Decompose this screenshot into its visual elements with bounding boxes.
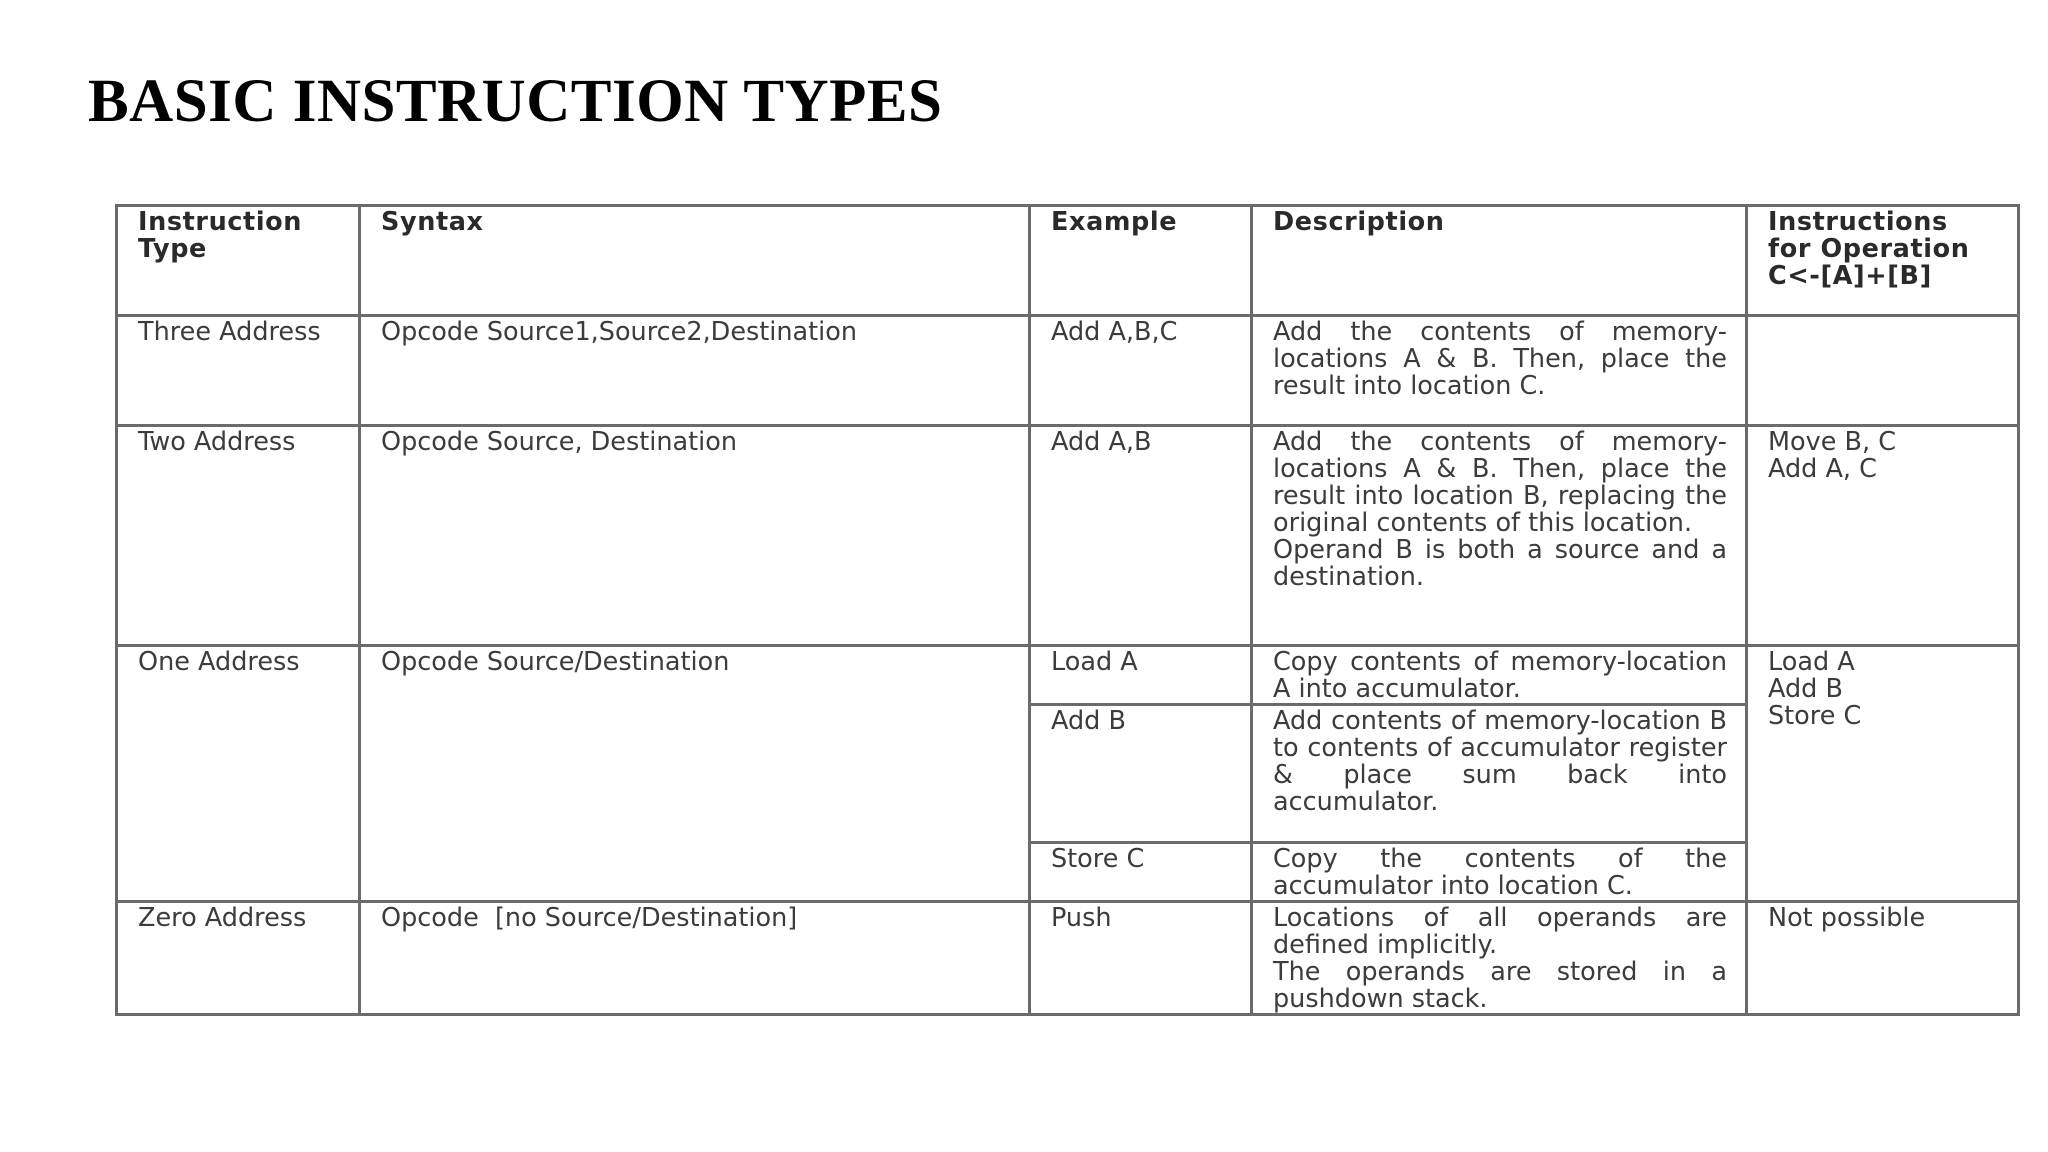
- operation-line: Move B, C: [1768, 427, 1896, 457]
- cell-type: Zero Address: [117, 902, 360, 1015]
- cell-description: [1252, 902, 1747, 1015]
- cell-description: Add contents of memory-location B to contents of accumulator register & place sum back into accumulator.: [1252, 705, 1747, 843]
- header-description: Description: [1252, 206, 1747, 316]
- operation-line: Store C: [1768, 701, 1862, 731]
- cell-type: One Address: [117, 646, 360, 902]
- operation-line: Load A: [1768, 647, 1855, 677]
- cell-syntax: Opcode [no Source/Destination]: [360, 902, 1030, 1015]
- cell-syntax: Opcode Source/Destination: [360, 646, 1030, 902]
- cell-description: Add the contents of memory-locations A & B. Then, place the result into location C.: [1252, 316, 1747, 426]
- cell-example: Add A,B: [1030, 426, 1252, 646]
- operation-line: Add B: [1768, 674, 1843, 704]
- header-row: [117, 206, 2019, 316]
- cell-example: Load A: [1030, 646, 1252, 705]
- cell-description: Copy contents of memory-location A into accumulator.: [1252, 646, 1747, 705]
- cell-type: Two Address: [117, 426, 360, 646]
- cell-example: Add B: [1030, 705, 1252, 843]
- cell-description: [1252, 426, 1747, 646]
- table-row-three-address: [117, 316, 2019, 426]
- cell-example: Push: [1030, 902, 1252, 1015]
- table-row-one-address: [117, 646, 2019, 705]
- cell-operation: [1747, 426, 2019, 646]
- description-line: Operand B is both a source and a destination.: [1273, 535, 1727, 592]
- description-line: The operands are stored in a pushdown stack.: [1273, 957, 1727, 1014]
- header-instruction-type: Instruction Type: [117, 206, 360, 316]
- cell-example: Store C: [1030, 843, 1252, 902]
- header-operation: Instructions for Operation C<-[A]+[B]: [1747, 206, 2019, 316]
- cell-description: Copy the contents of the accumulator into location C.: [1252, 843, 1747, 902]
- cell-syntax: Opcode Source, Destination: [360, 426, 1030, 646]
- description-line: Add the contents of memory-locations A & B. Then, place the result into location B, replacing the original contents of this location.: [1273, 427, 1727, 538]
- page-title: BASIC INSTRUCTION TYPES: [88, 68, 943, 135]
- header-example: Example: [1030, 206, 1252, 316]
- cell-type: Three Address: [117, 316, 360, 426]
- cell-operation: [1747, 646, 2019, 902]
- instruction-types-table: [115, 204, 2020, 1016]
- cell-operation: [1747, 316, 2019, 426]
- cell-example: Add A,B,C: [1030, 316, 1252, 426]
- header-syntax: Syntax: [360, 206, 1030, 316]
- table-row-two-address: [117, 426, 2019, 646]
- operation-line: Add A, C: [1768, 454, 1877, 484]
- cell-operation: Not possible: [1747, 902, 2019, 1015]
- cell-syntax: Opcode Source1,Source2,Destination: [360, 316, 1030, 426]
- table-row-zero-address: [117, 902, 2019, 1015]
- description-line: Locations of all operands are defined implicitly.: [1273, 903, 1727, 960]
